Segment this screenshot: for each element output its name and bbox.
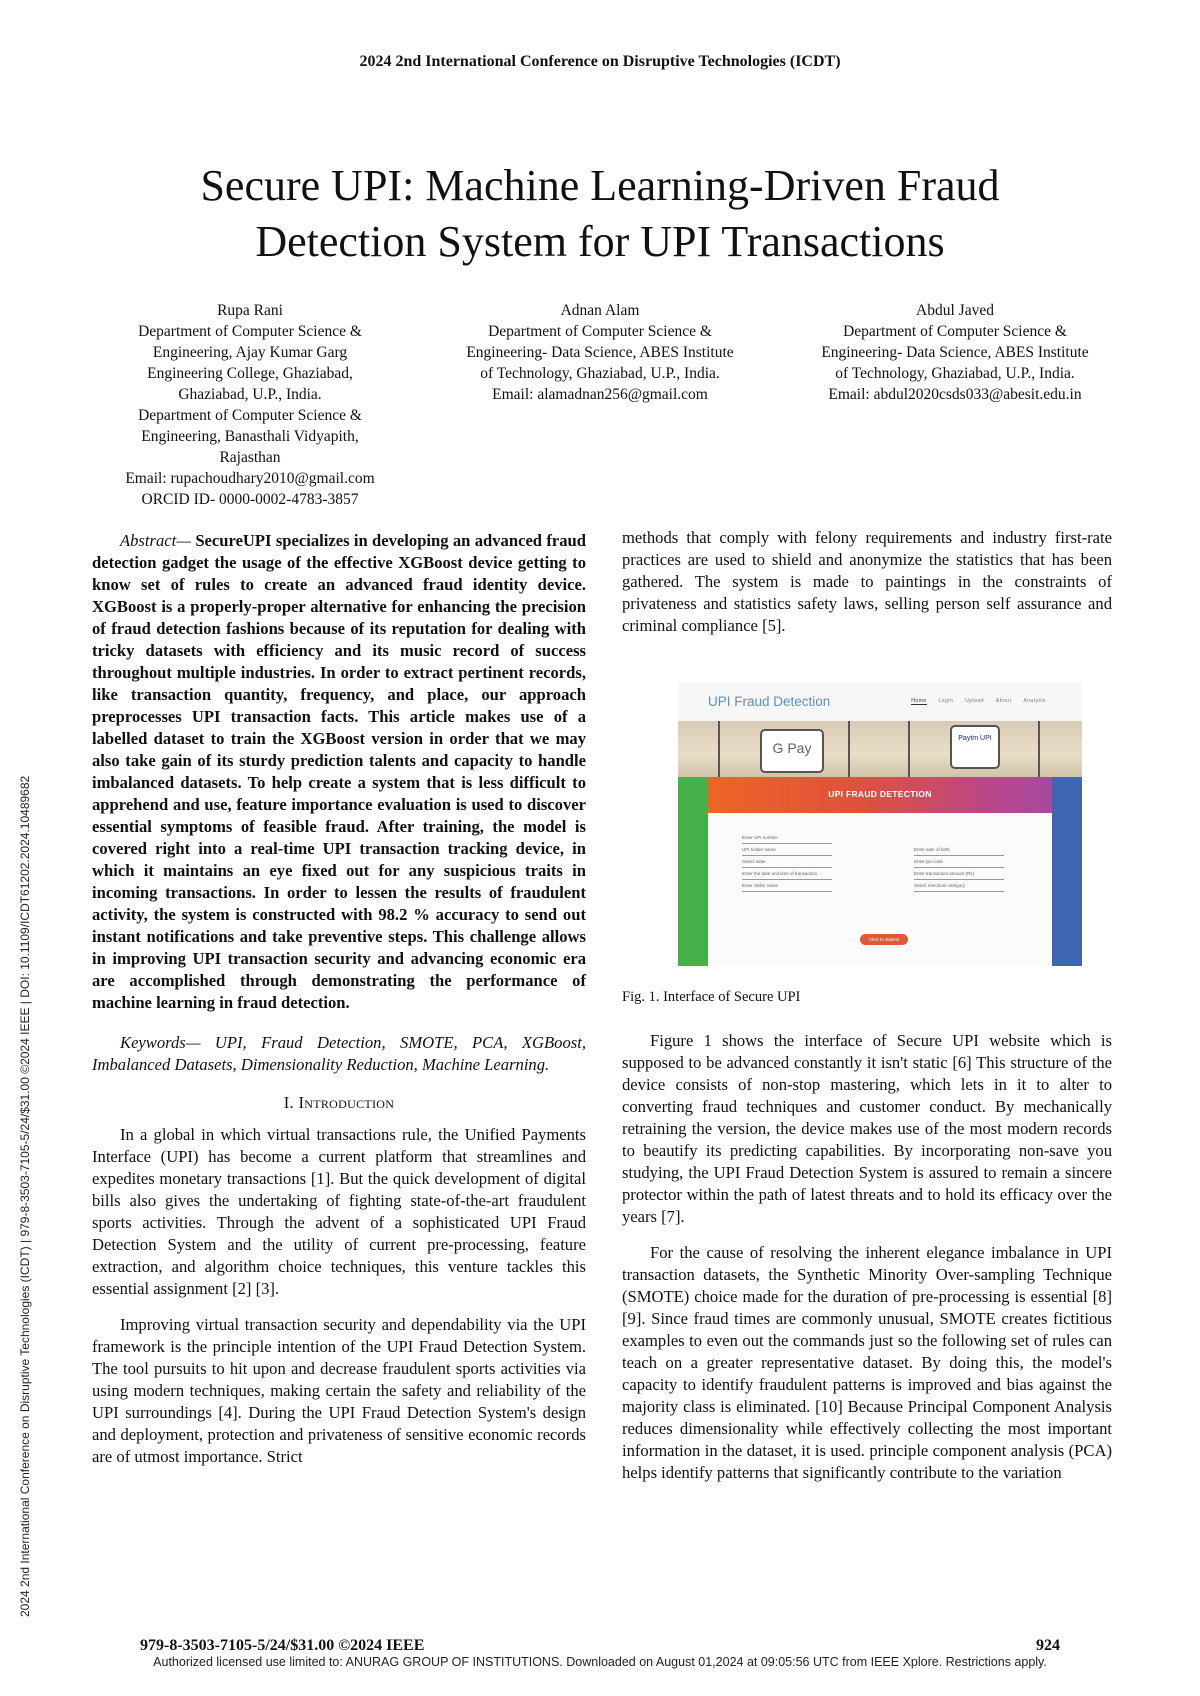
figure-1-screenshot [678, 683, 1082, 966]
author-affiliation: Rajasthan [219, 449, 281, 466]
author-name: Adnan Alam [560, 302, 640, 319]
gpay-label: G Pay [772, 740, 812, 756]
figure-nav-about: About [995, 698, 1012, 704]
author-affiliation: Department of Computer Science & [138, 407, 362, 424]
left-column [92, 530, 586, 1468]
field-select-state[interactable]: Select state [742, 859, 832, 868]
copyright-footer: 979-8-3503-7105-5/24/$31.00 ©2024 IEEE [140, 1637, 425, 1654]
author-affiliation: Department of Computer Science & [843, 323, 1067, 340]
gpay-logo [760, 729, 824, 773]
section-heading: I. Introduction [283, 1093, 395, 1112]
author-block-3 [785, 300, 1125, 405]
figure-pole [1038, 721, 1040, 777]
figure-nav-links [901, 698, 1046, 704]
paytm-label: Paytm UPI [958, 735, 992, 742]
figure-caption: Fig. 1. Interface of Secure UPI [622, 989, 801, 1005]
right-paragraph-0: methods that comply with felony requirements and industry first-rate practices are used to shield and anonymize the statistics that has been gathered. The system is made to paintings in the constraints of privateness and statistics safety laws, selling person self assurance and criminal compliance [5]. [622, 528, 1112, 635]
author-affiliation: Department of Computer Science & [488, 323, 712, 340]
intro-paragraph-1: In a global in which virtual transactions rule, the Unified Payments Interface (UPI) has become a current platform that streamlines and expedites monetary transactions [1]. But the quick development of digital bills also gives the undertaking of fighting state-of-the-art fraudulent sports activities. Through the advent of a sophisticated UPI Fraud Detection System and the utility of current pre-processing, feature extraction, and algorithm choice techniques, this venture tackles this essential assignment [2] [3]. [92, 1125, 586, 1298]
author-affiliation: Engineering- Data Science, ABES Institute [466, 344, 734, 361]
figure-pole [718, 721, 720, 777]
right-column-bottom [622, 1030, 1112, 1484]
author-orcid: ORCID ID- 0000-0002-4783-3857 [141, 491, 359, 508]
figure-right-blue-bar [1052, 777, 1082, 966]
field-upi-holder-name[interactable]: UPI holder name [742, 847, 832, 856]
license-notice: Authorized licensed use limited to: ANURAG GROUP OF INSTITUTIONS. Downloaded on August 01,2024 at 09:05:56 UTC from IEEE Xplore. Restrictions apply. [153, 1655, 1047, 1669]
field-date-of-birth[interactable]: Enter date of birth [914, 847, 1004, 856]
figure-submit-button[interactable]: Click to Submit [860, 934, 908, 945]
author-email: Email: rupachoudhary2010@gmail.com [125, 470, 375, 487]
author-block-1 [100, 300, 400, 510]
field-seller-name[interactable]: Enter Seller name [742, 883, 832, 892]
keywords: Keywords— UPI, Fraud Detection, SMOTE, PCA, XGBoost, Imbalanced Datasets, Dimensionality Reduction, Machine Learning. [92, 1033, 586, 1074]
figure-navbar [678, 683, 1082, 721]
intro-paragraph-2: Improving virtual transaction security and dependability via the UPI framework is the principle intention of the UPI Fraud Detection System. The tool pursuits to hit upon and decrease fraudulent sports activities via using modern techniques, making certain the safety and reliability of the UPI surroundings [4]. During the UPI Fraud Detection System's design and deployment, protection and privateness of sensitive economic records are of utmost importance. Strict [92, 1315, 586, 1466]
figure-nav-upload: Upload [965, 698, 985, 704]
author-block-2 [430, 300, 770, 405]
field-transaction-amount[interactable]: Enter transaction amount (Rs) [914, 871, 1004, 880]
page-number: 924 [1036, 1637, 1060, 1654]
figure-brand: UPI Fraud Detection [708, 694, 831, 709]
author-affiliation: of Technology, Ghaziabad, U.P., India. [480, 365, 720, 382]
abstract [92, 530, 586, 1014]
field-pin-code[interactable]: Enter pin code [914, 859, 1004, 868]
author-name: Rupa Rani [217, 302, 283, 319]
figure-nav-home: Home [911, 698, 927, 704]
right-paragraph-1: Figure 1 shows the interface of Secure UPI website which is supposed to be advanced constantly it isn't static [6] This structure of the device consists of non-stop mastering, which lets in it to alter to converting fraud techniques and customer conduct. By mechanically retraining the version, the device makes use of the most modern records to beautify its predicting capabilities. By incorporating non-save you studying, the UPI Fraud Detection System is assured to remain a sincere protector within the path of latest threats and to hold its efficacy over the years [7]. [622, 1031, 1112, 1226]
figure-banner-title: UPI FRAUD DETECTION [828, 789, 932, 799]
field-upi-number[interactable]: Enter UPI number [742, 835, 832, 844]
author-email: Email: abdul2020csds033@abesit.edu.in [828, 386, 1082, 403]
author-affiliation: Engineering, Banasthali Vidyapith, [141, 428, 359, 445]
abstract-lead: Abstract— [120, 531, 191, 550]
title-line-2: Detection System for UPI Transactions [255, 217, 945, 266]
author-affiliation: Engineering College, Ghaziabad, [147, 365, 353, 382]
figure-nav-analysis: Analysis [1023, 698, 1046, 704]
figure-pole [848, 721, 850, 777]
author-email: Email: alamadnan256@gmail.com [492, 386, 708, 403]
right-column-top [622, 527, 1112, 637]
author-affiliation: Department of Computer Science & [138, 323, 362, 340]
author-name: Abdul Javed [916, 302, 994, 319]
author-affiliation: Engineering, Ajay Kumar Garg [152, 344, 348, 361]
figure-hero-image [678, 721, 1082, 777]
paper-title [100, 158, 1100, 270]
figure-pole [908, 721, 910, 777]
author-affiliation: Ghaziabad, U.P., India. [178, 386, 322, 403]
figure-banner [678, 777, 1082, 813]
figure-nav-login: Login [938, 698, 954, 704]
conference-header: 2024 2nd International Conference on Disruptive Technologies (ICDT) [359, 53, 841, 70]
side-doi-strip: 2024 2nd International Conference on Disruptive Technologies (ICDT) | 979-8-3503-7105-5/24/$31.00 ©2024 IEEE | DOI: 10.1109/ICDT61202.2024.10489682 [18, 775, 32, 1617]
author-affiliation: of Technology, Ghaziabad, U.P., India. [835, 365, 1075, 382]
abstract-body: SecureUPI specializes in developing an advanced fraud detection gadget the usage of the effective XGBoost device getting to know set of rules to create an advanced fraud identity device. XGBoost is a properly-proper alternative for enhancing the precision of fraud detection fashions because of its reputation for dealing with tricky datasets with efficiency and its music record of success throughout multiple industries. In order to extract pertinent records, like transaction quantity, frequency, and place, our approach preprocesses UPI transaction facts. This article makes use of a labelled dataset to train the XGBoost version in order that we may also take gain of its sturdy prediction talents and capacity to handle imbalanced datasets. To help create a system that is less difficult to apprehend and use, feature importance evaluation is used to discover essential symptoms of feasible fraud. After training, the model is covered right into a real-time UPI transaction tracking device, in which it maintains an eye fixed out for any suspicious traits in incoming transactions. In order to lessen the results of fraudulent activity, the system is constructed with 98.2 % accuracy to send out instant notifications and take preventive steps. This challenge allows in improving UPI transaction security and advancing economic era are accomplished through demonstrating the performance of machine learning in fraud detection. [92, 531, 586, 1012]
field-transaction-datetime[interactable]: Enter the date and time of transaction [742, 871, 832, 880]
title-line-1: Secure UPI: Machine Learning-Driven Fraud [200, 161, 1000, 210]
paytm-upi-logo [950, 725, 1000, 769]
right-paragraph-2: For the cause of resolving the inherent elegance imbalance in UPI transaction datasets, the Synthetic Minority Over-sampling Technique (SMOTE) choice made for the duration of pre-processing is essential [8] [9]. Since fraud times are commonly unusual, SMOTE creates fictitious examples to even out the commands just so the following set of rules can teach on a greater representative dataset. By doing this, the model's capacity to identify fraudulent patterns is improved and bias against the majority class is eliminated. [10] Because Principal Component Analysis reduces dimensionality while effectively collecting the most important information in the dataset, it is used. principle component analysis (PCA) helps identify patterns that significantly contribute to the variation [622, 1243, 1112, 1482]
field-merchant-category[interactable]: Select merchant category [914, 883, 1004, 892]
author-affiliation: Engineering- Data Science, ABES Institute [821, 344, 1089, 361]
figure-left-green-bar [678, 777, 708, 966]
